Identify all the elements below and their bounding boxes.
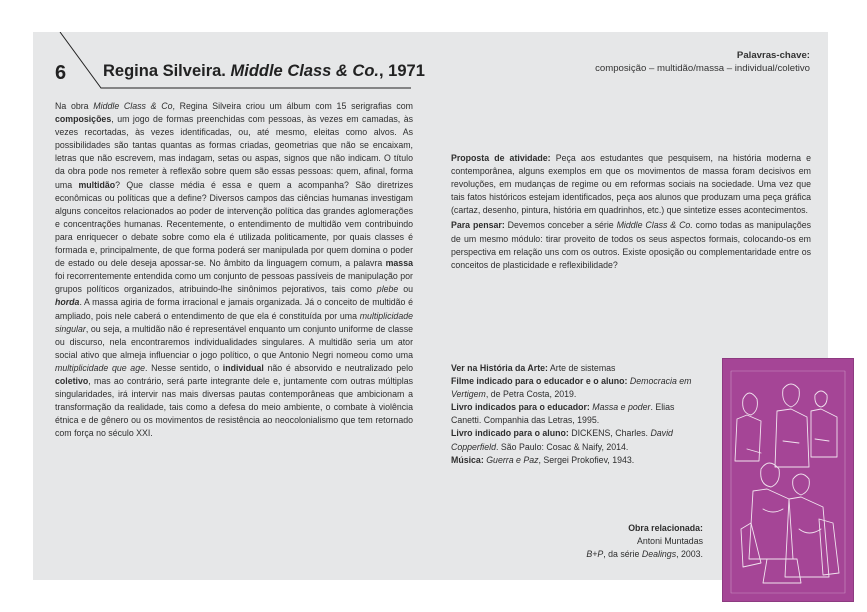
related-work-artist: Antoni Muntadas bbox=[636, 536, 703, 547]
related-work-label: Obra relacionada: bbox=[628, 523, 703, 533]
reference-music: Música: Guerra e Paz, Sergei Prokofiev, 1943. bbox=[451, 454, 635, 465]
references-list bbox=[451, 362, 706, 467]
keywords bbox=[595, 50, 810, 74]
related-work bbox=[553, 522, 703, 561]
chapter-number: 6 bbox=[55, 62, 67, 84]
reference-film: Filme indicado para o educador e o aluno: Democracia em Vertigem, de Petra Costa, 2019. bbox=[451, 376, 692, 400]
keywords-value: composição – multidão/massa – individual/coletivo bbox=[595, 63, 810, 74]
page-title: Regina Silveira. Middle Class & Co., 1971 bbox=[103, 62, 425, 80]
artwork-image bbox=[722, 358, 854, 602]
related-work-title: B+P, da série Dealings, 2003. bbox=[586, 549, 703, 560]
main-text: Na obra Middle Class & Co, Regina Silveira criou um álbum com 15 serigrafias com composições, um jogo de formas preenchidas com pessoas, às vezes em camadas, às vezes recortadas, às vezes identificadas, ou, até mesmo, eleitas como alvos. As possibilidades são tantas quantas as formas criadas, geometrias que não se encaixam, letras que não escrevem, mas indagam, setas ou aspas, signos que não indicam. O título da obra pode nos remeter à reflexão sobre quem são essas pessoas: quem, afinal, forma uma multidão? Que classe média é essa e quem a acompanha? São diretrizes econômicas ou políticas que a define? Diversos campos das ciências humanas investigam alguns conceitos relacionados ao poder de intervenção política das grandes aglomerações e concentrações humanas. Recentemente, o entendimento de multidão vem contribuindo para enriquecer o debate sobre como ela é utilizada politicamente, por quais classes é formada e, principalmente, de que forma poderá ser manipulada por quem domina o poder de estado ou dele deseja apossar-se. No âmbito da linguagem comum, a palavra massa foi recorrentemente entendida como um conjunto de pessoas passíveis de manipulação por grupos políticos organizados, atribuindo-lhe sinônimos pejorativos, tais como plebe ou horda. A massa agiria de forma irracional e jamais organizada. Já o conceito de multidão é ampliado, pois nele caberá o entendimento de que ela é constituída por uma multiplicidade singular, ou seja, a multidão não é representável enquanto um conjunto uniforme de classe ou discurso, nela encontraremos individualidades singulares. A multidão seria um ator social ativo que almeja influenciar o jogo político, o que Antonio Negri nomeou como uma multiplicidade que age. Nesse sentido, o individual não é absorvido e neutralizado pelo coletivo, mas ao contrário, será parte integrante dele e, juntamente com outras múltiplas singularidades, irá intervir nas mais diversas pautas contemporâneas que ambicionam a transformação da realidade, tais como a defesa do meio ambiente, o combate à violência étnica e de gênero ou os movimentos de resistência ao neocolonialismo que tem retornado com força no século XXI. bbox=[55, 101, 414, 439]
think-paragraph: Para pensar: Devemos conceber a série Middle Class & Co. como todas as manipulações de um mesmo módulo: tirar proveito de todos os seus aspectos formais, colocando-os em perspectiva em relação uns com os outros. Existe oposição ou complementaridade entre os conceitos de plasticidade e reflexibilidade? bbox=[451, 220, 811, 270]
reference-book-educator: Livro indicados para o educador: Massa e poder. Elias Canetti. Companhia das Letras, 1995. bbox=[451, 402, 675, 426]
content-panel bbox=[33, 32, 828, 580]
activity-section bbox=[451, 152, 811, 274]
artwork-line-drawing bbox=[723, 359, 853, 601]
activity-paragraph: Proposta de atividade: Peça aos estudantes que pesquisem, na história moderna e contemporânea, alguns exemplos em que os movimentos de massa foram decisivos em revoluções, em mudanças de regime ou em reformas sociais na sociedade. Uma vez que tais fatos históricos estejam identificados, peça aos alunos que produzam uma peça gráfica (cartaz, desenho, pintura, história em quadrinhos, etc.) que sintetize esses acontecimentos. bbox=[451, 153, 812, 216]
reference-art-history: Ver na História da Arte: Arte de sistemas bbox=[451, 363, 616, 373]
reference-book-student: Livro indicado para o aluno: DICKENS, Charles. David Copperfield. São Paulo: Cosac & Naify, 2014. bbox=[451, 428, 673, 452]
keywords-label: Palavras-chave: bbox=[736, 50, 810, 61]
